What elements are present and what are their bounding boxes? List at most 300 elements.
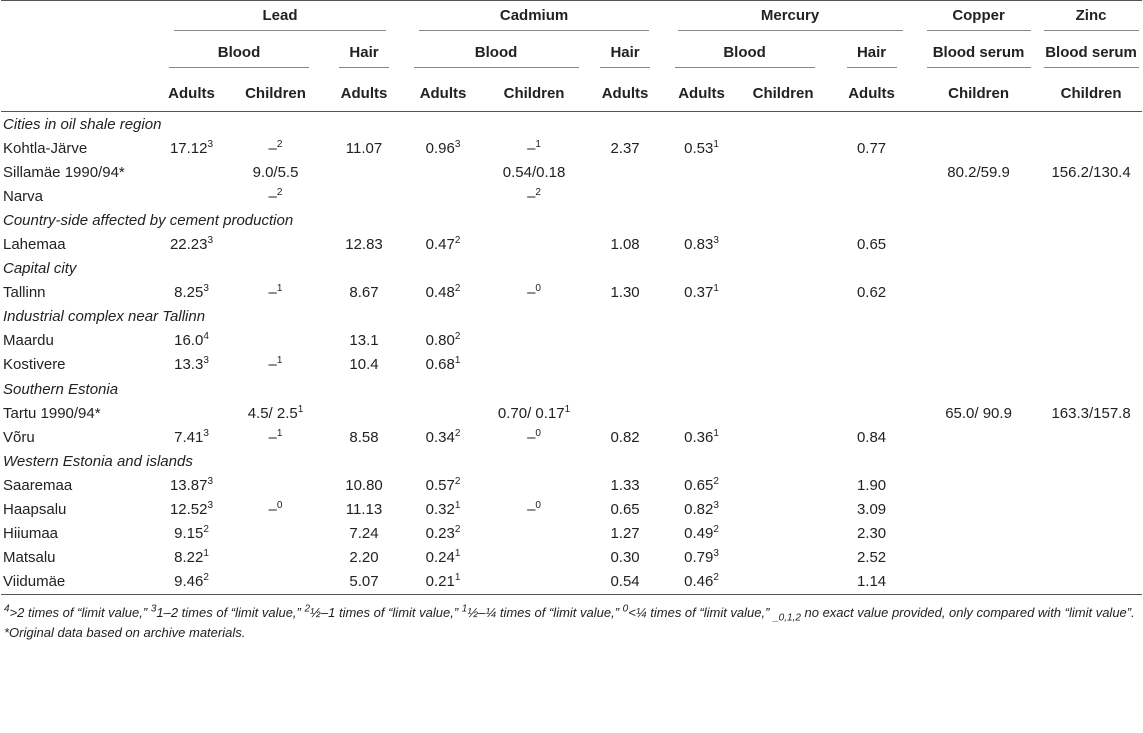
cell-limit-marker: 3	[713, 500, 719, 512]
cell-limit-marker: 1	[535, 138, 541, 150]
cell-cadmium-blood-children	[481, 281, 587, 305]
cell-value: 0.21	[425, 573, 455, 591]
cell-cadmium-hair-adults	[587, 232, 663, 256]
cell-lead-hair-adults	[323, 498, 405, 522]
section-title: Industrial complex near Tallinn	[3, 308, 206, 326]
cell-zinc-serum-children	[1040, 473, 1142, 497]
table-body	[1, 112, 1142, 595]
section-title: Country-side affected by cement production	[3, 211, 294, 229]
cell-value: 0.65	[684, 476, 714, 494]
cell-cadmium-blood-children	[481, 232, 587, 256]
cell-lead-blood-adults	[155, 522, 228, 546]
header-lead-blood: Blood	[155, 36, 323, 75]
location-name: Haapsalu	[3, 501, 67, 519]
cell-zinc-serum-children	[1040, 425, 1142, 449]
cell-mercury-blood-adults	[663, 353, 740, 377]
cell-limit-marker: 1	[454, 572, 461, 584]
cell-value: 0.62	[856, 284, 887, 302]
cell-limit-marker: 3	[713, 548, 719, 560]
cell-mercury-hair-adults	[826, 473, 917, 497]
cell-lead-blood-children	[228, 329, 323, 353]
footnote-archive: *Original data based on archive materials.	[4, 624, 246, 640]
cell-limit-marker: 3	[207, 138, 214, 150]
location-name: Saaremaa	[3, 476, 73, 494]
cell-cadmium-blood-adults	[405, 473, 481, 497]
cell-value: 9.46	[174, 573, 204, 591]
cell-copper-serum-children	[917, 498, 1040, 522]
cell-value: 0.30	[610, 549, 640, 567]
cell-value: 10.4	[349, 356, 379, 374]
cell-mercury-hair-adults	[826, 329, 917, 353]
cell-cadmium-blood-adults	[405, 232, 481, 256]
cell-limit-marker: 2	[454, 427, 461, 439]
cell-cadmium-hair-adults	[587, 281, 663, 305]
cell-copper-serum-children	[917, 160, 1040, 184]
cell-cadmium-blood-adults	[405, 498, 481, 522]
cell-mercury-blood-adults	[663, 425, 740, 449]
cell-value: 7.24	[349, 525, 379, 543]
location-name: Hiiumaa	[3, 525, 59, 543]
header-zinc-serum: Blood serum	[1040, 36, 1142, 75]
cell-lead-blood-children	[228, 232, 323, 256]
cell-zinc-serum-children	[1040, 184, 1142, 208]
cell-value: 0.68	[425, 356, 455, 374]
cell-cadmium-blood-adults	[405, 522, 481, 546]
table-row	[1, 473, 1142, 497]
cell-limit-marker: 0	[535, 283, 541, 295]
cell-value: 1.08	[610, 236, 640, 254]
cell-limit-marker: 3	[203, 427, 209, 439]
cell-value: 65.0/ 90.9	[945, 404, 1012, 422]
cell-lead-hair-adults	[323, 570, 405, 595]
table-row	[1, 522, 1142, 546]
cell-limit-marker: 1	[276, 283, 283, 295]
cell-cadmium-blood-adults	[405, 281, 481, 305]
table-row	[1, 160, 1142, 184]
cell-mercury-blood-children	[740, 546, 826, 570]
cell-lead-blood-children	[228, 184, 323, 208]
cell-limit-marker: 2	[535, 186, 541, 198]
cell-limit-marker: 3	[207, 500, 214, 512]
cell-lead-hair-adults	[323, 160, 405, 184]
cell-mercury-hair-adults	[826, 498, 917, 522]
cell-mercury-blood-adults	[663, 473, 740, 497]
header-corner	[1, 1, 155, 37]
section-header-row	[1, 112, 1142, 137]
cell-value: 163.3/157.8	[1051, 404, 1131, 422]
cell-value: –	[527, 501, 536, 519]
cell-cadmium-hair-adults	[587, 425, 663, 449]
cell-limit-marker: 3	[207, 235, 214, 247]
cell-copper-serum-children	[917, 570, 1040, 595]
cell-value: –	[268, 284, 277, 302]
cell-value: 5.07	[349, 573, 379, 591]
cell-mercury-blood-children	[740, 329, 826, 353]
header-lead-hair: Hair	[323, 36, 405, 75]
cell-zinc-serum-children	[1040, 281, 1142, 305]
cell-value: 8.25	[174, 284, 204, 302]
header-cadmium-hair-adults: Adults	[587, 75, 663, 112]
cell-cadmium-blood-children	[481, 160, 587, 184]
location-name: Viidumäe	[1, 570, 155, 595]
cell-limit-marker: 2	[276, 186, 283, 198]
location-name: Maardu	[3, 332, 54, 350]
cell-mercury-hair-adults	[826, 353, 917, 377]
cell-cadmium-blood-adults	[405, 353, 481, 377]
location-name: Kostivere	[3, 356, 66, 374]
table-row	[1, 136, 1142, 160]
cell-cadmium-blood-adults	[405, 329, 481, 353]
cell-lead-blood-adults	[155, 160, 228, 184]
section-header-row	[1, 257, 1142, 281]
cell-cadmium-blood-children	[481, 353, 587, 377]
cell-value: –	[268, 187, 277, 205]
cell-value: 0.24	[425, 549, 455, 567]
location-name: Matsalu	[3, 549, 56, 567]
cell-limit-marker: 3	[454, 138, 461, 150]
cell-mercury-hair-adults	[826, 570, 917, 595]
cell-copper-serum-children	[917, 473, 1040, 497]
cell-value: 0.70/ 0.17	[497, 404, 565, 422]
cell-value: 0.77	[856, 139, 887, 157]
cell-value: 0.46	[684, 573, 714, 591]
cell-cadmium-hair-adults	[587, 329, 663, 353]
header-mercury-hair: Hair	[826, 36, 917, 75]
table-row	[1, 281, 1142, 305]
cell-value: –	[527, 187, 536, 205]
cell-lead-hair-adults	[323, 473, 405, 497]
cell-value: 0.32	[425, 501, 455, 519]
cell-limit-marker: 2	[454, 331, 461, 343]
location-name: Võru	[3, 428, 35, 446]
cell-lead-hair-adults	[323, 329, 405, 353]
cell-limit-marker: 4	[203, 331, 209, 343]
cell-mercury-blood-children	[740, 401, 826, 425]
header-cadmium-blood: Blood	[405, 36, 587, 75]
header-cadmium-blood-adults: Adults	[405, 75, 481, 112]
section-header-row	[1, 449, 1142, 473]
cell-limit-marker: 2	[276, 138, 283, 150]
cell-cadmium-blood-adults	[405, 570, 481, 595]
cell-limit-marker: 0	[535, 427, 541, 439]
section-header-row	[1, 377, 1142, 401]
cell-cadmium-hair-adults	[587, 401, 663, 425]
cell-value: 9.15	[174, 525, 204, 543]
cell-mercury-blood-children	[740, 232, 826, 256]
cell-limit-marker: 3	[713, 235, 719, 247]
cell-mercury-blood-children	[740, 136, 826, 160]
table-row	[1, 425, 1142, 449]
cell-value: 2.20	[349, 549, 379, 567]
cell-zinc-serum-children	[1040, 136, 1142, 160]
cell-copper-serum-children	[917, 546, 1040, 570]
header-lead: Lead	[155, 1, 405, 37]
cell-limit-marker: 2	[454, 283, 461, 295]
cell-mercury-blood-adults	[663, 136, 740, 160]
cell-lead-blood-children	[228, 425, 323, 449]
cell-value: 1.14	[856, 573, 887, 591]
cell-mercury-hair-adults	[826, 136, 917, 160]
cell-copper-serum-children	[917, 522, 1040, 546]
cell-cadmium-hair-adults	[587, 473, 663, 497]
cell-value: 3.09	[856, 501, 887, 519]
header-cadmium: Cadmium	[405, 1, 663, 37]
cell-mercury-hair-adults	[826, 232, 917, 256]
table-footnotes	[0, 595, 1143, 643]
section-title: Southern Estonia	[3, 380, 119, 398]
cell-mercury-blood-adults	[663, 570, 740, 595]
cell-lead-blood-adults	[155, 353, 228, 377]
cell-zinc-serum-children	[1040, 329, 1142, 353]
cell-value: 0.84	[856, 428, 887, 446]
table-row	[1, 546, 1142, 570]
cell-value: 8.58	[349, 428, 379, 446]
cell-value: 0.48	[425, 284, 455, 302]
cell-value: 0.23	[425, 525, 455, 543]
cell-cadmium-blood-adults	[405, 401, 481, 425]
cell-copper-serum-children	[917, 232, 1040, 256]
cell-copper-serum-children	[917, 136, 1040, 160]
cell-mercury-blood-adults	[663, 498, 740, 522]
cell-mercury-blood-children	[740, 570, 826, 595]
cell-limit-marker: 2	[454, 475, 461, 487]
cell-value: 156.2/130.4	[1051, 163, 1131, 181]
cell-value: 0.57	[425, 476, 455, 494]
cell-zinc-serum-children	[1040, 498, 1142, 522]
cell-limit-marker: 1	[454, 500, 461, 512]
cell-cadmium-blood-children	[481, 570, 587, 595]
cell-cadmium-blood-adults	[405, 160, 481, 184]
section-title: Capital city	[3, 260, 77, 278]
cell-copper-serum-children	[917, 353, 1040, 377]
cell-value: –	[268, 428, 277, 446]
cell-lead-blood-children	[228, 160, 323, 184]
cell-value: 0.65	[610, 501, 640, 519]
cell-limit-marker: 1	[713, 138, 719, 150]
cell-zinc-serum-children	[1040, 570, 1142, 595]
header-lead-hair-adults: Adults	[323, 75, 405, 112]
cell-cadmium-hair-adults	[587, 184, 663, 208]
cell-limit-marker: 2	[203, 524, 209, 536]
cell-limit-marker: 2	[713, 524, 719, 536]
table-row	[1, 498, 1142, 522]
header-zinc: Zinc	[1040, 1, 1142, 37]
location-name: Narva	[3, 187, 44, 205]
cell-value: 0.54/0.18	[502, 163, 566, 181]
cell-cadmium-hair-adults	[587, 546, 663, 570]
cell-lead-blood-adults	[155, 232, 228, 256]
cell-value: 0.82	[684, 501, 714, 519]
cell-mercury-blood-children	[740, 353, 826, 377]
cell-zinc-serum-children	[1040, 546, 1142, 570]
cell-value: 13.87	[169, 476, 208, 494]
header-copper: Copper	[917, 1, 1040, 37]
cell-mercury-blood-children	[740, 184, 826, 208]
cell-value: 0.79	[684, 549, 714, 567]
cell-lead-blood-adults	[155, 281, 228, 305]
header-lead-blood-adults: Adults	[155, 75, 228, 112]
cell-lead-blood-children	[228, 281, 323, 305]
cell-mercury-blood-adults	[663, 160, 740, 184]
cell-value: 8.67	[349, 284, 379, 302]
cell-mercury-blood-adults	[663, 232, 740, 256]
cell-value: 2.37	[610, 139, 640, 157]
header-mercury-hair-adults: Adults	[826, 75, 917, 112]
cell-value: 12.83	[345, 236, 383, 254]
section-header-row	[1, 305, 1142, 329]
cell-value: 0.47	[425, 236, 455, 254]
cell-value: 0.37	[684, 284, 714, 302]
cell-limit-marker: 2	[454, 235, 461, 247]
cell-value: 22.23	[169, 236, 208, 254]
cell-cadmium-blood-children	[481, 546, 587, 570]
cell-lead-blood-adults	[155, 546, 228, 570]
cell-limit-marker: 1	[276, 355, 283, 367]
cell-value: 11.13	[345, 501, 383, 519]
cell-value: –	[268, 356, 277, 374]
cell-value: 7.41	[174, 428, 204, 446]
location-name: Tartu 1990/94*	[3, 404, 101, 422]
cell-mercury-hair-adults	[826, 425, 917, 449]
cell-cadmium-blood-children	[481, 522, 587, 546]
header-mercury-blood-adults: Adults	[663, 75, 740, 112]
cell-cadmium-blood-children	[481, 425, 587, 449]
cell-lead-blood-children	[228, 401, 323, 425]
cell-cadmium-hair-adults	[587, 160, 663, 184]
cell-value: 1.27	[610, 525, 640, 543]
cell-cadmium-hair-adults	[587, 498, 663, 522]
cell-value: –	[527, 428, 536, 446]
cell-value: 12.52	[169, 501, 208, 519]
header-mercury-blood: Blood	[663, 36, 826, 75]
table-row	[1, 401, 1142, 425]
cell-cadmium-blood-children	[481, 329, 587, 353]
cell-lead-hair-adults	[323, 184, 405, 208]
section-title: Cities in oil shale region	[3, 115, 162, 133]
cell-mercury-blood-adults	[663, 401, 740, 425]
cell-mercury-blood-adults	[663, 184, 740, 208]
cell-limit-marker: 1	[203, 548, 209, 560]
cell-cadmium-blood-children	[481, 401, 587, 425]
cell-lead-blood-children	[228, 570, 323, 595]
cell-value: 0.49	[684, 525, 714, 543]
cell-mercury-hair-adults	[826, 522, 917, 546]
table-header	[1, 1, 1142, 112]
cell-lead-blood-adults	[155, 329, 228, 353]
cell-value: 80.2/59.9	[947, 163, 1010, 181]
cell-mercury-blood-children	[740, 498, 826, 522]
cell-value: 0.80	[425, 332, 455, 350]
cell-value: 2.52	[856, 549, 887, 567]
cell-cadmium-blood-children	[481, 498, 587, 522]
cell-value: 0.34	[425, 428, 455, 446]
cell-lead-blood-children	[228, 522, 323, 546]
cell-cadmium-blood-children	[481, 473, 587, 497]
cell-value: –	[268, 139, 277, 157]
cell-cadmium-hair-adults	[587, 570, 663, 595]
cell-mercury-blood-adults	[663, 329, 740, 353]
cell-zinc-serum-children	[1040, 160, 1142, 184]
cell-lead-blood-adults	[155, 473, 228, 497]
cell-lead-hair-adults	[323, 401, 405, 425]
cell-lead-blood-adults	[155, 184, 228, 208]
header-copper-children: Children	[917, 75, 1040, 112]
cell-value: 0.36	[684, 428, 714, 446]
cell-value: 11.07	[345, 139, 383, 157]
cell-mercury-blood-children	[740, 160, 826, 184]
table-row	[1, 184, 1142, 208]
cell-lead-blood-children	[228, 136, 323, 160]
location-name: Lahemaa	[3, 236, 66, 254]
cell-value: 0.65	[856, 236, 887, 254]
cell-value: 16.0	[174, 332, 204, 350]
cell-limit-marker: 2	[203, 572, 209, 584]
cell-zinc-serum-children	[1040, 353, 1142, 377]
cell-limit-marker: 0	[276, 500, 283, 512]
cell-cadmium-hair-adults	[587, 353, 663, 377]
location-name: Tallinn	[3, 284, 46, 302]
cell-cadmium-hair-adults	[587, 522, 663, 546]
cell-lead-hair-adults	[323, 425, 405, 449]
cell-mercury-blood-children	[740, 281, 826, 305]
cell-copper-serum-children	[917, 425, 1040, 449]
cell-value: –	[527, 284, 536, 302]
cell-mercury-hair-adults	[826, 401, 917, 425]
cell-value: –	[268, 501, 277, 519]
cell-value: 10.80	[345, 476, 383, 494]
cell-lead-blood-adults	[155, 570, 228, 595]
header-cadmium-hair: Hair	[587, 36, 663, 75]
cell-mercury-blood-adults	[663, 546, 740, 570]
cell-limit-marker: 2	[713, 572, 719, 584]
footnote-limit-values: $^4$>2 times of “limit value,” $^3$1–2 times of “limit value,” $^2$½–1 times of “limit value,” $^1$½–¼ times of “limit value,” $^0$<¼ times of “limit value,” $_{\_0,1,2}$ no exact value provided, only compared with “limit value”.	[4, 603, 1135, 624]
cell-limit-marker: 0	[535, 500, 541, 512]
cell-lead-blood-children	[228, 353, 323, 377]
cell-mercury-hair-adults	[826, 546, 917, 570]
cell-limit-marker: 1	[713, 427, 719, 439]
cell-limit-marker: 3	[203, 283, 209, 295]
cell-value: 1.30	[610, 284, 640, 302]
cell-cadmium-blood-children	[481, 184, 587, 208]
location-name: Kohtla-Järve	[3, 139, 88, 157]
cell-lead-blood-adults	[155, 136, 228, 160]
cell-cadmium-blood-children	[481, 136, 587, 160]
cell-cadmium-blood-adults	[405, 136, 481, 160]
cell-mercury-hair-adults	[826, 184, 917, 208]
cell-value: 0.83	[684, 236, 714, 254]
cell-zinc-serum-children	[1040, 401, 1142, 425]
header-mercury: Mercury	[663, 1, 917, 37]
cell-value: 2.30	[856, 525, 887, 543]
cell-limit-marker: 3	[203, 355, 209, 367]
cell-value: 17.12	[169, 139, 208, 157]
cell-value: 13.3	[174, 356, 204, 374]
cell-value: 8.22	[174, 549, 204, 567]
cell-mercury-hair-adults	[826, 160, 917, 184]
cell-mercury-blood-children	[740, 522, 826, 546]
cell-value: –	[527, 139, 536, 157]
cell-value: 0.53	[684, 139, 714, 157]
cell-lead-hair-adults	[323, 546, 405, 570]
cell-lead-blood-children	[228, 473, 323, 497]
cell-cadmium-blood-adults	[405, 546, 481, 570]
cell-value: 1.33	[610, 476, 640, 494]
cell-value: 0.96	[425, 139, 455, 157]
cell-lead-blood-adults	[155, 401, 228, 425]
header-cadmium-blood-children: Children	[481, 75, 587, 112]
table-row	[1, 232, 1142, 256]
cell-copper-serum-children	[917, 401, 1040, 425]
